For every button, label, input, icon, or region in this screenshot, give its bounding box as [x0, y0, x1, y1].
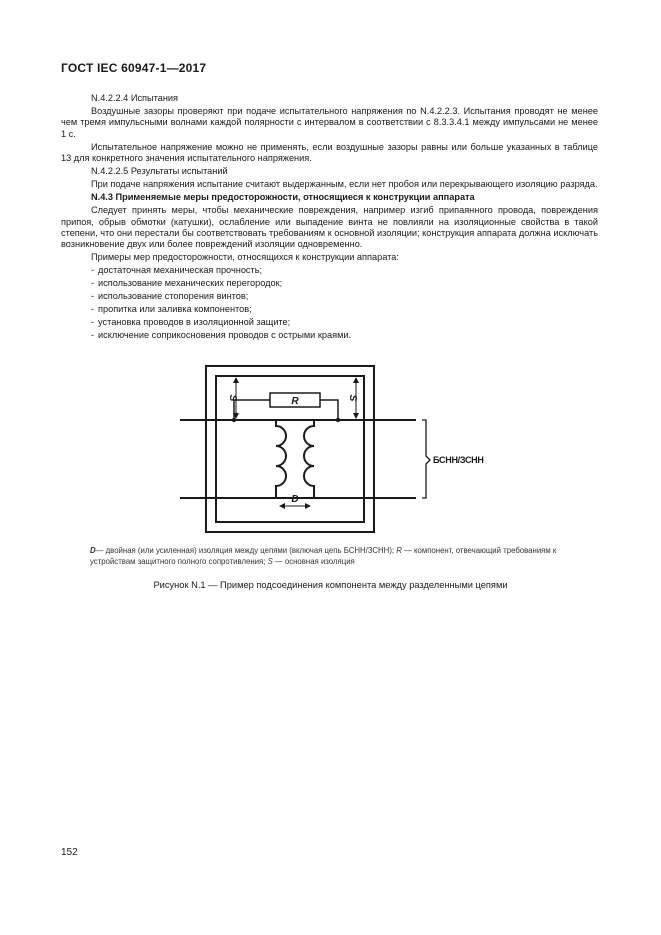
arrow-head	[233, 377, 239, 383]
legend-r-symbol: R	[396, 546, 402, 555]
s-label-left: S	[227, 394, 238, 402]
arrow-head	[353, 413, 359, 419]
list-dash: -	[91, 291, 95, 302]
primary-winding	[268, 420, 286, 498]
list-item	[61, 291, 598, 302]
list-item-text: установка проводов в изоляционной защите;	[98, 317, 291, 328]
outer-enclosure	[206, 366, 374, 532]
list-item	[61, 304, 598, 315]
section-n4225-heading: N.4.2.2.5 Результаты испытаний	[91, 166, 228, 177]
junction-dot	[232, 418, 236, 422]
section-n4224-paragraph-1: Воздушные зазоры проверяют при подаче испытательного напряжения по N.4.2.2.3. Испытания проводят не менее чем тремя импульсными волнами каждой полярности с интервалом в соответствии с 8.3.3.4.1 между импульсами не менее 1 с.	[61, 106, 598, 139]
section-n4224-paragraph-2: Испытательное напряжение можно не применять, если воздушные зазоры равны или больше указанных в таблице 13 для конкретного значения испытательного напряжения.	[61, 141, 598, 164]
arrow-head	[279, 503, 285, 509]
s-label-right: S	[347, 394, 358, 402]
figure-legend	[90, 546, 570, 568]
list-dash: -	[91, 265, 95, 276]
legend-d-symbol: D	[90, 546, 96, 555]
list-item-text: достаточная механическая прочность;	[98, 265, 263, 276]
legend-s-symbol: S	[267, 556, 273, 566]
section-n4224-heading: N.4.2.2.4 Испытания	[91, 93, 179, 103]
list-item	[61, 265, 598, 276]
list-dash: -	[91, 317, 95, 328]
list-item-text: использование механических перегородок;	[98, 278, 283, 289]
list-dash: -	[91, 330, 95, 341]
d-label: D	[291, 494, 299, 505]
secondary-winding	[304, 420, 322, 498]
section-n43-heading: N.4.3 Применяемые меры предосторожности, относящиеся к конструкции аппарата	[91, 192, 475, 203]
resistor-label: R	[291, 396, 299, 407]
legend-s-text: — основная изоляция	[272, 556, 355, 566]
arrow-head	[305, 503, 311, 509]
section-n43-paragraph-2: Примеры мер предосторожности, относящихся к конструкции аппарата:	[91, 252, 399, 263]
section-n4225-paragraph-1: При подаче напряжения испытание считают выдержанным, если нет пробоя или перекрывающего изоляцию разряда.	[91, 179, 598, 190]
list-item	[61, 278, 598, 289]
list-item-text: исключение соприкосновения проводов с острыми краями.	[98, 330, 352, 341]
list-dash: -	[91, 304, 95, 315]
document-header: ГОСТ IEC 60947-1—2017	[61, 61, 207, 75]
figure-circuit-diagram	[170, 356, 500, 546]
figure-caption: Рисунок N.1 — Пример подсоединения компонента между разделенными цепями	[153, 580, 508, 590]
list-item-text: пропитка или заливка компонентов;	[98, 304, 252, 315]
list-item-text: использование стопорения винтов;	[98, 291, 249, 302]
arrow-head	[353, 377, 359, 383]
list-item	[61, 330, 598, 341]
legend-r-text: — компонент, отвечающий требованиям к устройствам защитного полного сопротивления;	[90, 546, 557, 566]
section-n43-paragraph-1: Следует принять меры, чтобы механические повреждения, например изгиб припаянного провода, повреждения припоя, обрыв обмотки (катушки), ослабление или выпадение винта не повлияли на изоляционные свойства в такой степени, что они перестали бы соответствовать требованиям к основной изоляции; конструкция аппарата должна исключать возникновение двух или более повреждений изоляции одновременно.	[61, 205, 598, 250]
side-label: БСНН/ЗСНН	[433, 455, 484, 465]
list-dash: -	[91, 278, 95, 289]
page-number: 152	[61, 847, 78, 858]
list-item	[61, 317, 598, 328]
side-bracket	[422, 420, 430, 498]
document-body	[61, 93, 598, 343]
junction-dot	[336, 418, 340, 422]
legend-d-text: — двойная (или усиленная) изоляция между цепями (включая цепь БСНН/ЗСНН);	[95, 546, 397, 555]
